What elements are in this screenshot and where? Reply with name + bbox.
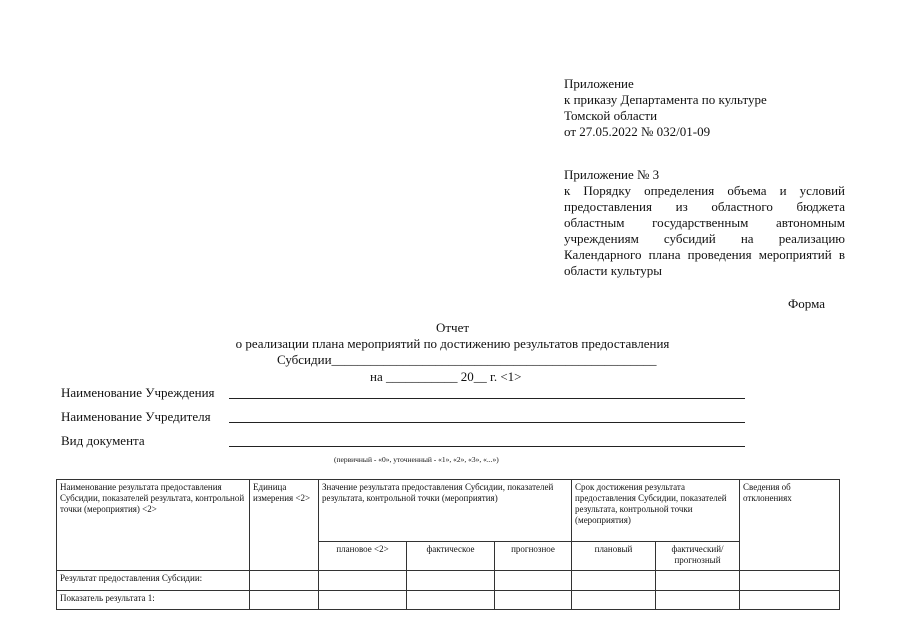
founder-field[interactable]	[229, 422, 745, 423]
table-row	[57, 571, 840, 591]
subheader-planned-value: плановое <2>	[319, 542, 407, 571]
appendix-3-title: Приложение № 3	[564, 167, 660, 182]
appendix-line: от 27.05.2022 № 032/01-09	[564, 124, 711, 139]
table-row	[57, 591, 840, 610]
table-cell[interactable]	[407, 591, 495, 610]
subheader-forecast-value: прогнозное	[495, 542, 572, 571]
report-subtitle: о реализации плана мероприятий по достижению результатов предоставления	[235, 336, 670, 351]
appendix-line: Томской области	[564, 108, 658, 123]
table-cell[interactable]	[740, 571, 840, 591]
subheader-actual-value: фактическое	[407, 542, 495, 571]
row-label: Показатель результата 1:	[57, 591, 250, 610]
table-cell[interactable]	[407, 571, 495, 591]
table-cell[interactable]	[495, 571, 572, 591]
doc-type-field[interactable]	[229, 446, 745, 447]
table-cell[interactable]	[656, 591, 740, 610]
report-table	[56, 479, 840, 610]
header-value-group: Значение результата предоставления Субсидии, показателей результата, контрольной точки (мероприятия)	[319, 480, 572, 542]
appendix-3-block	[564, 167, 845, 279]
table-cell[interactable]	[495, 591, 572, 610]
header-deviations: Сведения об отклонениях	[740, 480, 840, 571]
table-cell[interactable]	[572, 591, 656, 610]
appendix-line: Приложение	[564, 76, 634, 91]
appendix-3-text: к Порядку определения объема и условий предоставления из областного бюджета областным государственным автономным учреждениям субсидий на реализацию Календарного плана проведения мероприятий в области культуры	[564, 183, 845, 278]
header-result-name: Наименование результата предоставления Субсидии, показателей результата, контрольной точки (мероприятия) <2>	[57, 480, 250, 571]
header-deadline-group: Срок достижения результата предоставления Субсидии, показателей результата, контрольной точки (мероприятия)	[572, 480, 740, 542]
table-cell[interactable]	[656, 571, 740, 591]
appendix-header	[564, 76, 864, 140]
appendix-line: к приказу Департамента по культуре	[564, 92, 767, 107]
founder-label: Наименование Учредителя	[61, 409, 211, 424]
doc-type-hint: (первичный - «0», уточненный - «1», «2», «3», «...»)	[334, 455, 499, 464]
subsidy-line: Субсидии__________________________________________________	[277, 352, 657, 367]
form-label: Форма	[788, 296, 825, 311]
table-cell[interactable]	[250, 571, 319, 591]
header-unit: Единица измерения <2>	[250, 480, 319, 571]
report-title: Отчет	[435, 320, 470, 335]
table-cell[interactable]	[250, 591, 319, 610]
subheader-planned-date: плановый	[572, 542, 656, 571]
table-cell[interactable]	[572, 571, 656, 591]
table-cell[interactable]	[319, 591, 407, 610]
report-date-line: на ___________ 20__ г. <1>	[370, 369, 522, 384]
institution-label: Наименование Учреждения	[61, 385, 215, 400]
table-cell[interactable]	[319, 571, 407, 591]
institution-field[interactable]	[229, 398, 745, 399]
row-label: Результат предоставления Субсидии:	[57, 571, 250, 591]
table-cell[interactable]	[740, 591, 840, 610]
doc-type-label: Вид документа	[61, 433, 145, 448]
subheader-actual-forecast-date: фактический/ прогнозный	[656, 542, 740, 571]
